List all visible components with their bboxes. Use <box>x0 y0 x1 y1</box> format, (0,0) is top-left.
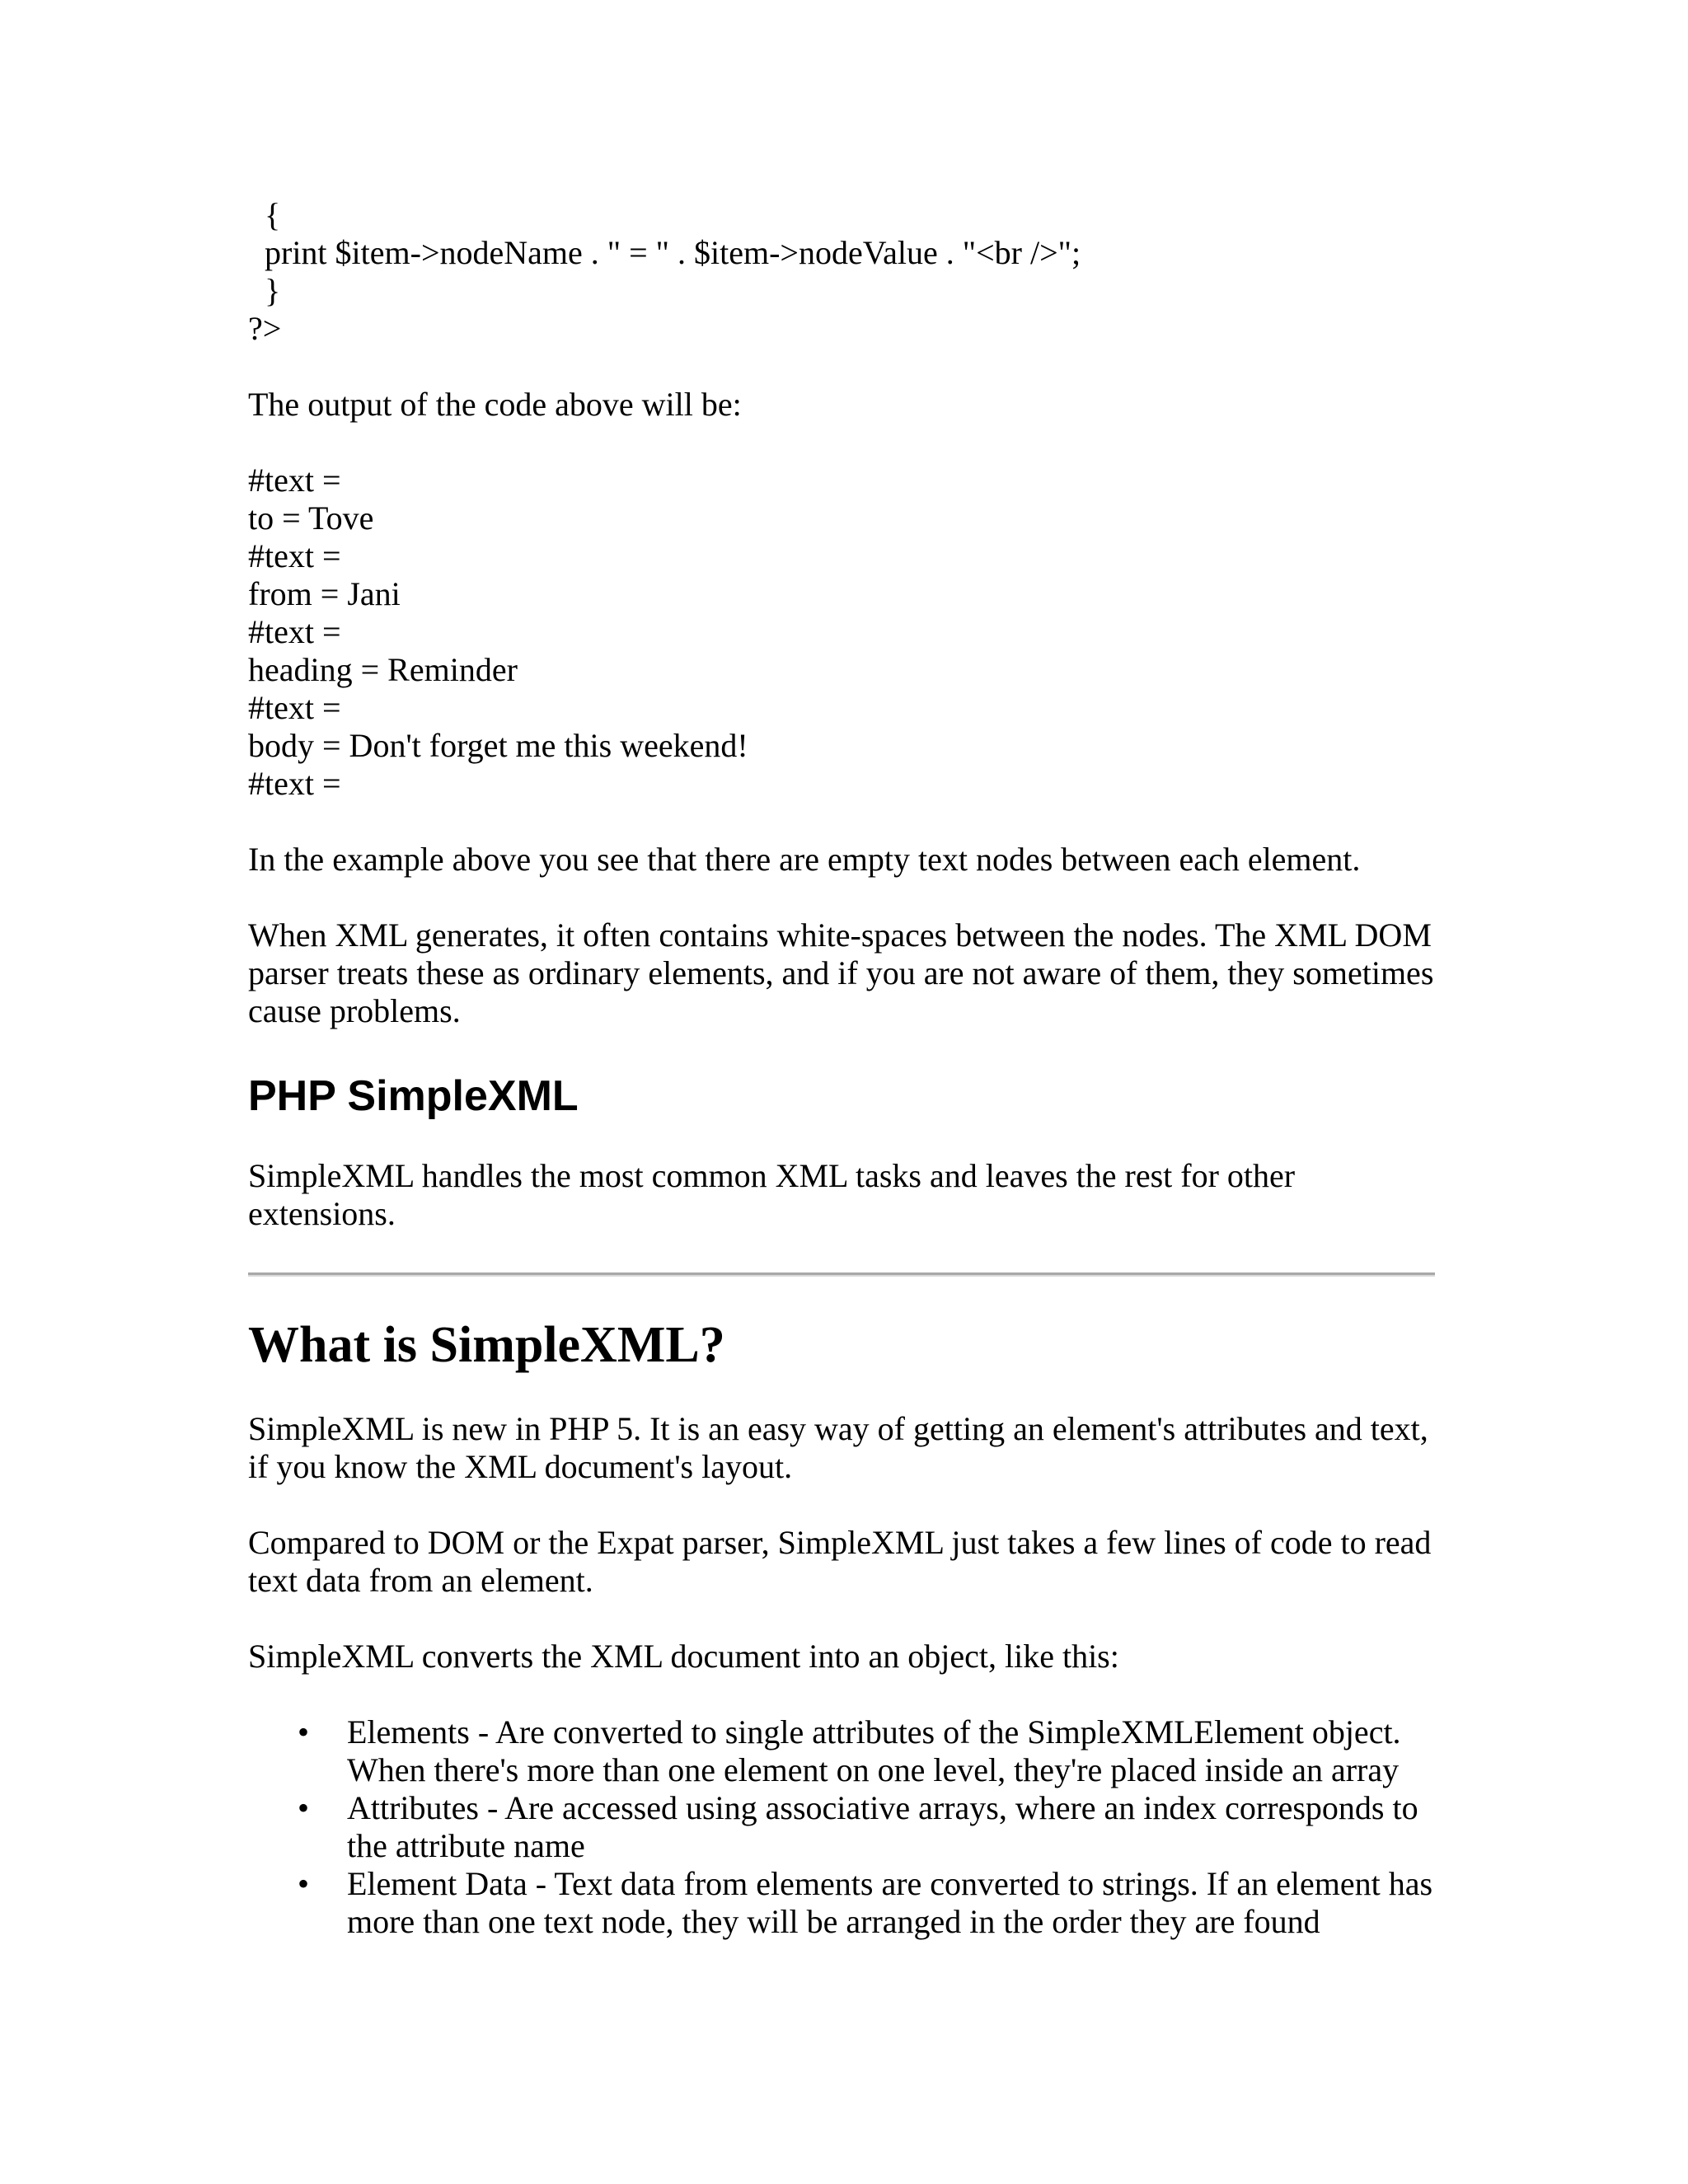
page-heading: What is SimpleXML? <box>248 1317 725 1373</box>
list-item-text: Element Data - Text data from elements are converted to strings. If an element has more than one text node, they will be arranged in the order they are found <box>347 1865 1433 1940</box>
paragraph-conversion: SimpleXML converts the XML document into an object, like this: <box>248 1638 1119 1675</box>
output-line: to = Tove <box>248 499 374 537</box>
section-intro: SimpleXML handles the most common XML tasks and leaves the rest for other extensions. <box>248 1157 1296 1232</box>
output-line: #text = <box>248 462 341 499</box>
output-line: #text = <box>248 765 341 802</box>
bullet-icon: • <box>298 1865 310 1902</box>
list-item <box>248 1789 1435 1865</box>
output-line: #text = <box>248 689 341 726</box>
output-listing <box>248 462 1435 803</box>
output-line: #text = <box>248 537 341 574</box>
empty-nodes-note: In the example above you see that there are empty text nodes between each element. <box>248 841 1361 878</box>
section-title: PHP SimpleXML <box>248 1072 579 1120</box>
bullet-icon: • <box>298 1713 310 1750</box>
list-item <box>248 1865 1435 1941</box>
horizontal-rule <box>248 1272 1435 1277</box>
list-item-text: Attributes - Are accessed using associative arrays, where an index corresponds to the attribute name <box>347 1789 1418 1864</box>
page-content <box>248 196 1435 1941</box>
output-line: from = Jani <box>248 575 401 612</box>
paragraph-intro: SimpleXML is new in PHP 5. It is an easy way of getting an element's attributes and text, if you know the XML document's layout. <box>248 1410 1428 1485</box>
bullet-icon: • <box>298 1789 310 1826</box>
output-line: body = Don't forget me this weekend! <box>248 727 748 764</box>
code-line: ?> <box>248 310 282 347</box>
conversion-list <box>248 1713 1435 1941</box>
code-line: print $item->nodeName . " = " . $item->nodeValue . "<br />"; <box>248 234 1081 271</box>
paragraph-comparison: Compared to DOM or the Expat parser, SimpleXML just takes a few lines of code to read text data from an element. <box>248 1524 1432 1599</box>
output-line: heading = Reminder <box>248 651 518 688</box>
code-line: { <box>248 196 281 233</box>
output-intro: The output of the code above will be: <box>248 386 742 423</box>
code-snippet <box>248 196 1435 348</box>
list-item <box>248 1713 1435 1789</box>
code-line: } <box>248 272 281 309</box>
list-item-text: Elements - Are converted to single attributes of the SimpleXMLElement object. When there's more than one element on one level, they're placed inside an array <box>347 1713 1401 1788</box>
whitespace-note: When XML generates, it often contains white-spaces between the nodes. The XML DOM parser treats these as ordinary elements, and if you are not aware of them, they sometimes cause problems. <box>248 916 1434 1029</box>
output-line: #text = <box>248 613 341 650</box>
